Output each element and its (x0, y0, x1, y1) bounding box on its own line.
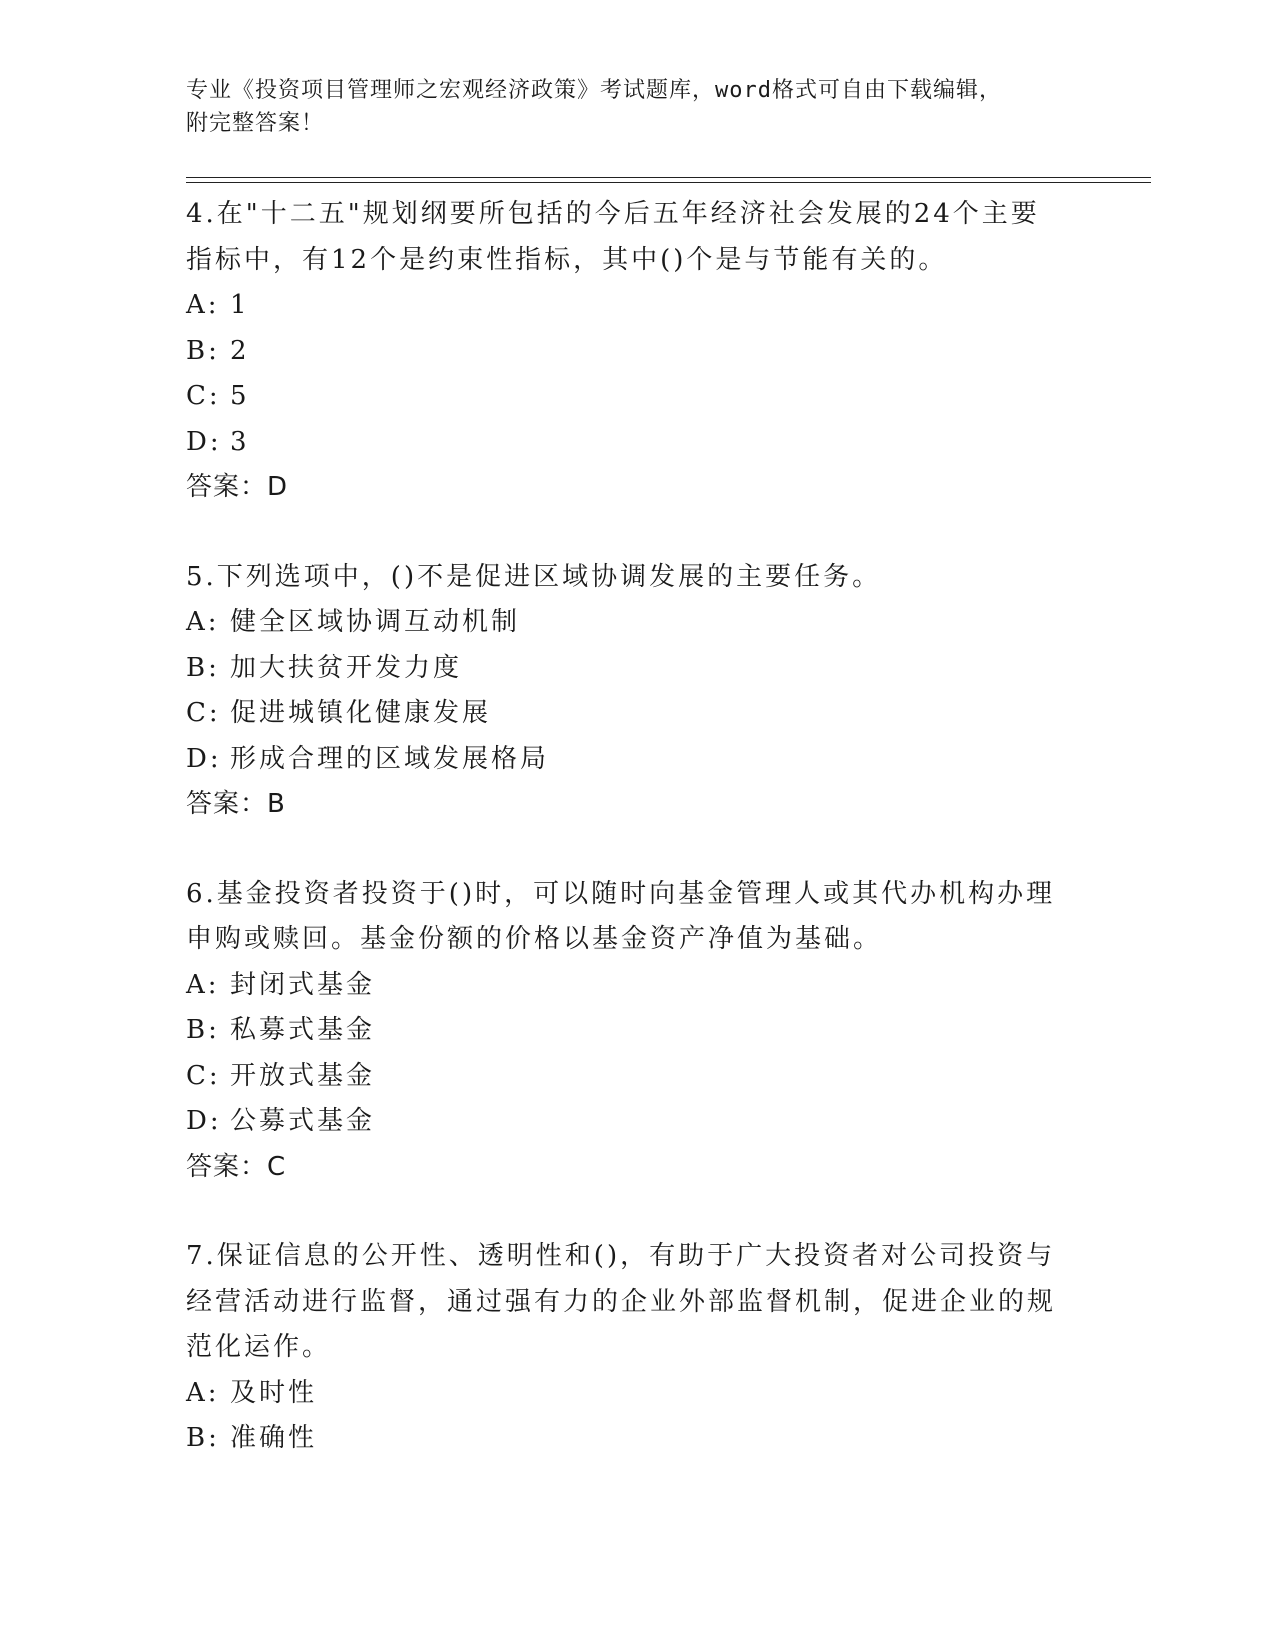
option-key: B: (186, 335, 220, 366)
question-option (186, 963, 1086, 1009)
option-key: C: (186, 698, 221, 728)
question-option (186, 420, 1086, 466)
option-text: 准确性 (230, 1423, 318, 1453)
option-text: 公募式基金 (230, 1106, 376, 1136)
document-header (186, 74, 1086, 140)
option-text: 加大扶贫开发力度 (230, 652, 463, 683)
question-option (186, 1054, 1086, 1100)
question-option (186, 1008, 1086, 1054)
header-line-2: 附完整答案！ (186, 111, 325, 136)
header-divider-top (186, 177, 1151, 178)
option-key: A: (186, 969, 220, 1000)
option-text: 5 (230, 381, 250, 411)
question-list (186, 192, 1086, 1506)
option-key: C: (186, 1060, 221, 1091)
question-option (186, 737, 1086, 783)
option-key: A: (186, 290, 220, 320)
option-text: 健全区域协调互动机制 (230, 607, 521, 637)
option-key: D: (186, 743, 222, 774)
option-key: D: (186, 426, 222, 457)
question-option (186, 646, 1086, 692)
question-answer: 答案：C (186, 1151, 287, 1182)
option-key: D: (186, 1106, 222, 1136)
question-option (186, 1371, 1086, 1417)
question-answer: 答案：B (186, 789, 286, 819)
question-item (186, 1234, 1086, 1462)
option-text: 及时性 (230, 1377, 318, 1408)
question-option (186, 1099, 1086, 1145)
question-stem: 7.保证信息的公开性、透明性和()，有助于广大投资者对公司投资与经营活动进行监督，通过强有力的企业外部监督机制，促进企业的规范化运作。 (186, 1241, 1057, 1362)
header-line-1: 专业《投资项目管理师之宏观经济政策》考试题库，word格式可自由下载编辑， (186, 78, 1002, 103)
question-option (186, 283, 1086, 329)
question-item (186, 872, 1086, 1191)
question-stem: 5.下列选项中，()不是促进区域协调发展的主要任务。 (186, 561, 882, 592)
option-text: 3 (230, 426, 250, 457)
option-text: 开放式基金 (230, 1060, 376, 1091)
option-text: 形成合理的区域发展格局 (230, 743, 550, 774)
question-option (186, 329, 1086, 375)
option-key: A: (186, 1377, 220, 1408)
option-key: B: (186, 1423, 220, 1453)
option-key: A: (186, 607, 220, 637)
option-key: B: (186, 1015, 220, 1045)
option-text: 1 (230, 290, 250, 320)
question-option (186, 374, 1086, 420)
option-key: B: (186, 652, 220, 683)
question-item (186, 555, 1086, 828)
header-divider-bottom (186, 182, 1151, 183)
question-answer: 答案：D (186, 472, 289, 502)
question-option (186, 691, 1086, 737)
option-text: 促进城镇化健康发展 (230, 698, 492, 728)
option-key: C: (186, 381, 221, 411)
question-option (186, 600, 1086, 646)
question-stem: 4.在"十二五"规划纲要所包括的今后五年经济社会发展的24个主要指标中，有12个是约束性指标，其中()个是与节能有关的。 (186, 199, 1040, 275)
question-option (186, 1416, 1086, 1462)
question-stem: 6.基金投资者投资于()时，可以随时向基金管理人或其代办机构办理申购或赎回。基金份额的价格以基金资产净值为基础。 (186, 878, 1056, 954)
question-item (186, 192, 1086, 511)
option-text: 2 (230, 335, 250, 366)
option-text: 封闭式基金 (230, 969, 376, 1000)
option-text: 私募式基金 (230, 1015, 376, 1045)
